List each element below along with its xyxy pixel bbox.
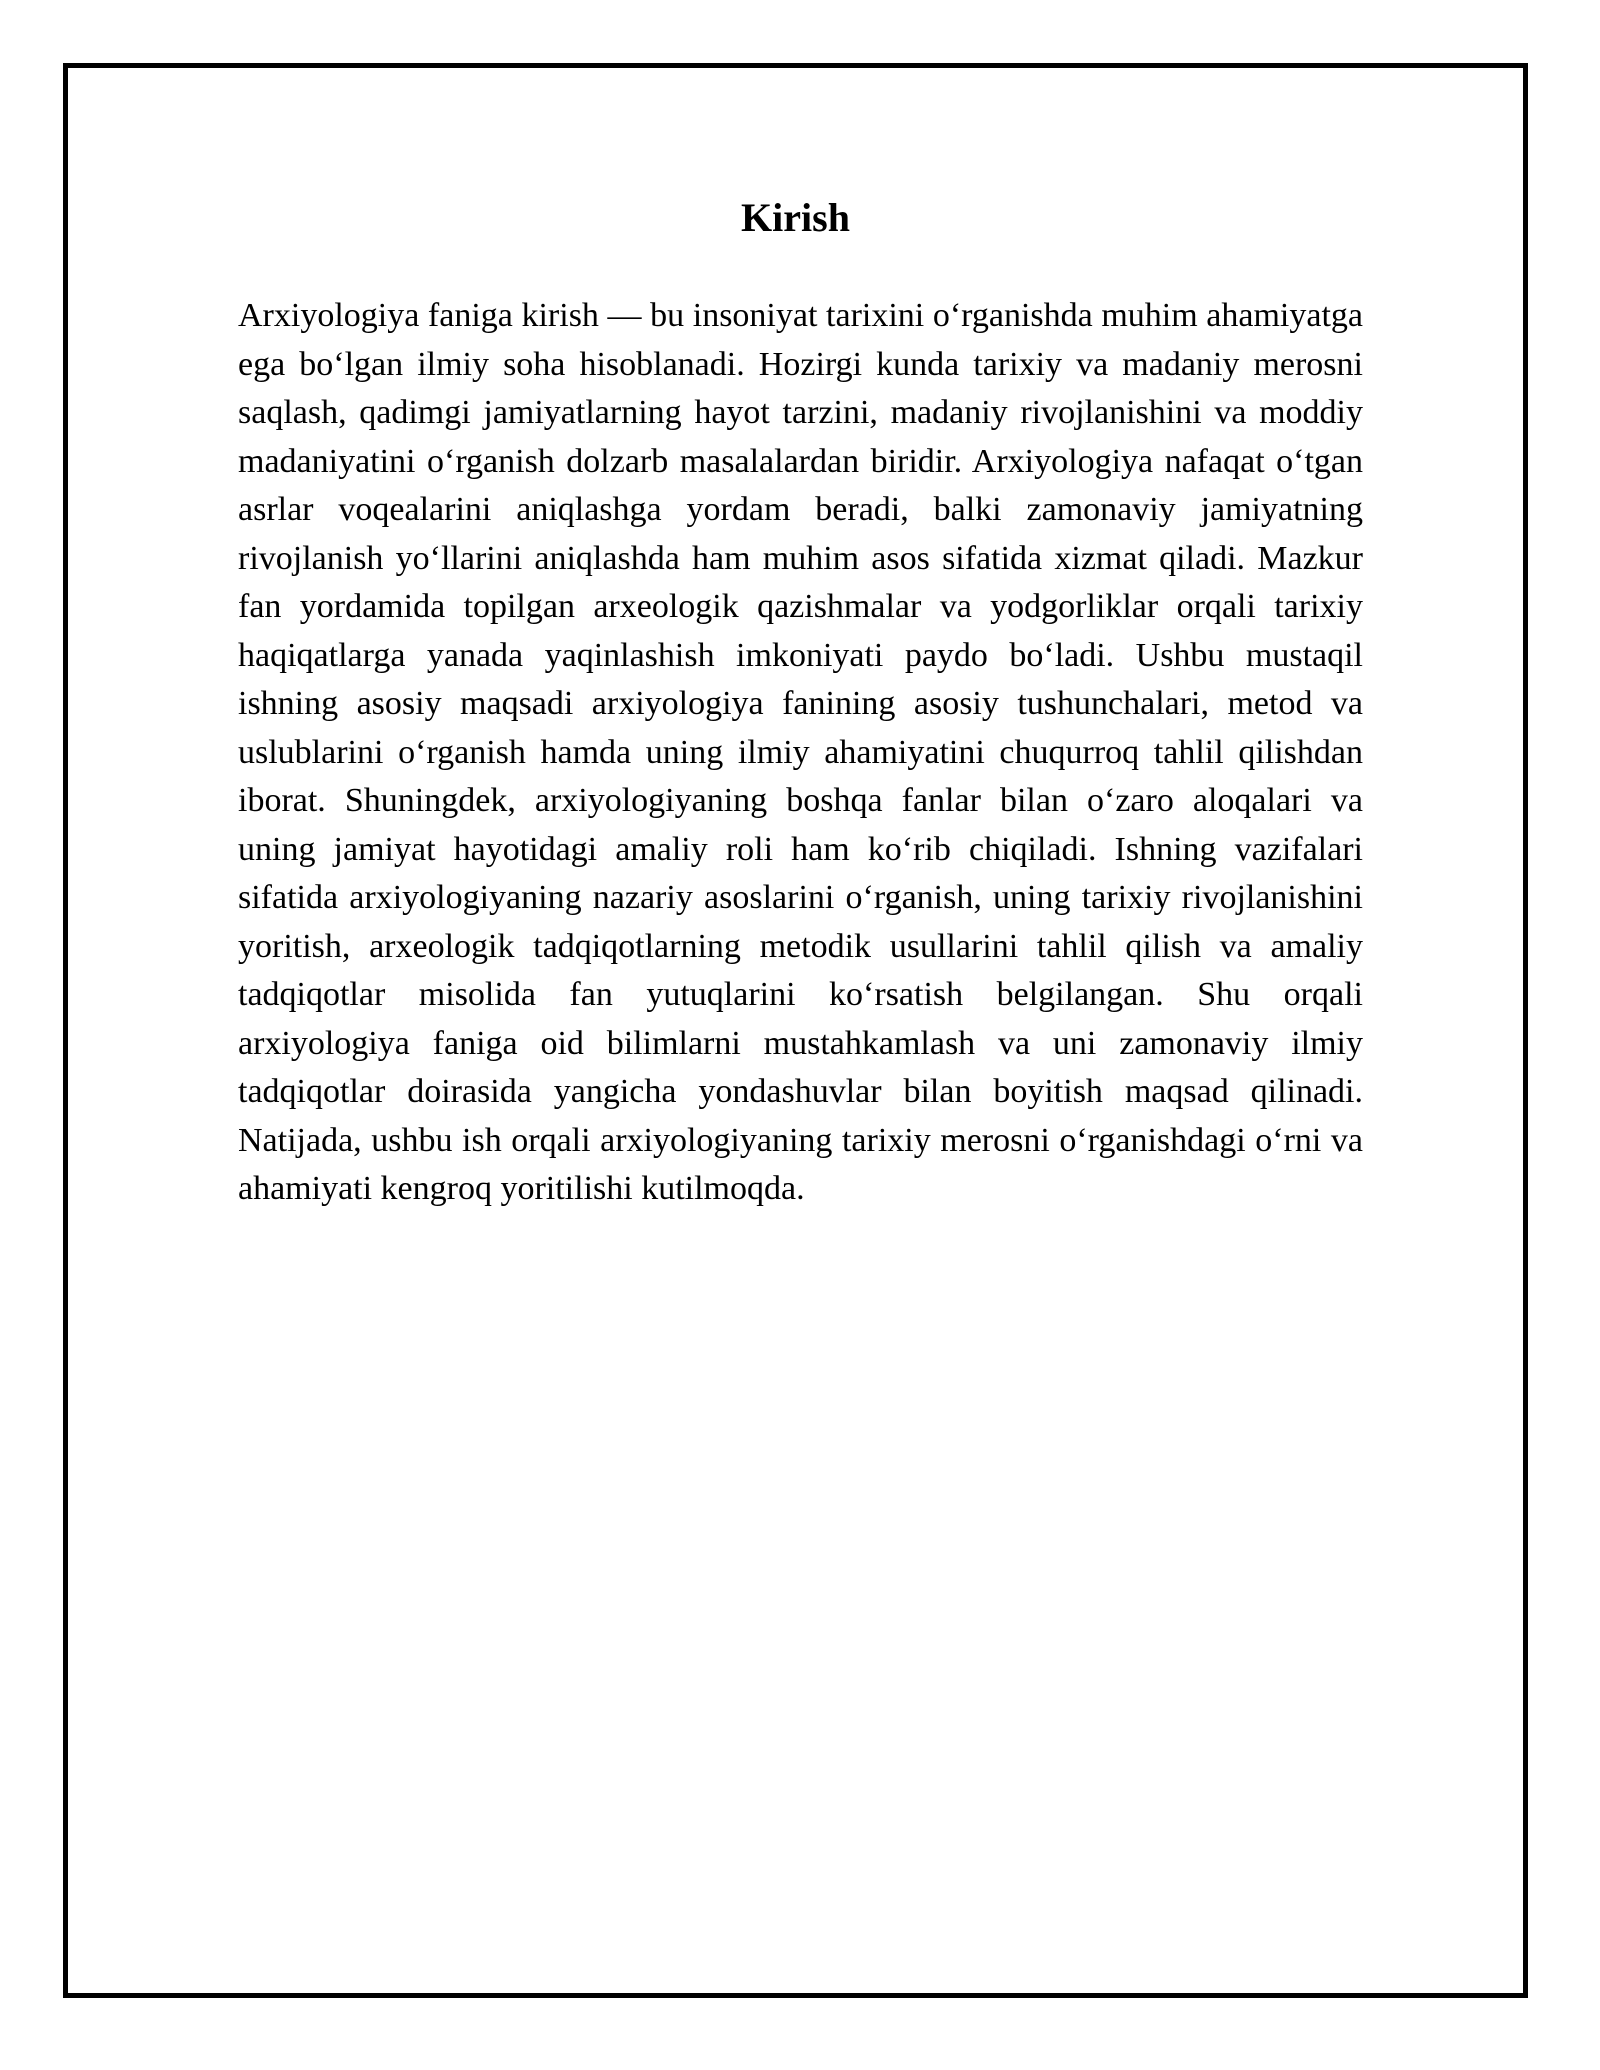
page-title: Kirish bbox=[741, 195, 850, 240]
body-paragraph: Arxiyologiya faniga kirish — bu insoniyat tarixini o‘rganishda muhim ahamiyatga ega bo‘lgan ilmiy soha hisoblanadi. Hozirgi kunda tarixiy va madaniy merosni saqlash, qadimgi jamiyatlarning hayot tarzini, madaniy rivojlanishini va moddiy madaniyatini o‘rganish dolzarb masalalardan biridir. Arxiyologiya nafaqat o‘tgan asrlar voqealarini aniqlashga yordam beradi, balki zamonaviy jamiyatning rivojlanish yo‘llarini aniqlashda ham muhim asos sifatida xizmat qiladi. Mazkur fan yordamida topilgan arxeologik qazishmalar va yodgorliklar orqali tarixiy haqiqatlarga yanada yaqinlashish imkoniyati paydo bo‘ladi. Ushbu mustaqil ishning asosiy maqsadi arxiyologiya fanining asosiy tushunchalari, metod va uslublarini o‘rganish hamda uning ilmiy ahamiyatini chuqurroq tahlil qilishdan iborat. Shuningdek, arxiyologiyaning boshqa fanlar bilan o‘zaro aloqalari va uning jamiyat hayotidagi amaliy roli ham ko‘rib chiqiladi. Ishning vazifalari sifatida arxiyologiyaning nazariy asoslarini o‘rganish, uning tarixiy rivojlanishini yoritish, arxeologik tadqiqotlarning metodik usullarini tahlil qilish va amaliy tadqiqotlar misolida fan yutuqlarini ko‘rsatish belgilangan. Shu orqali arxiyologiya faniga oid bilimlarni mustahkamlash va uni zamonaviy ilmiy tadqiqotlar doirasida yangicha yondashuvlar bilan boyitish maqsad qilinadi. Natijada, ushbu ish orqali arxiyologiyaning tarixiy merosni o‘rganishdagi o‘rni va ahamiyati kengroq yoritilishi kutilmoqda. bbox=[238, 297, 1363, 1207]
page-border bbox=[63, 63, 1528, 1998]
